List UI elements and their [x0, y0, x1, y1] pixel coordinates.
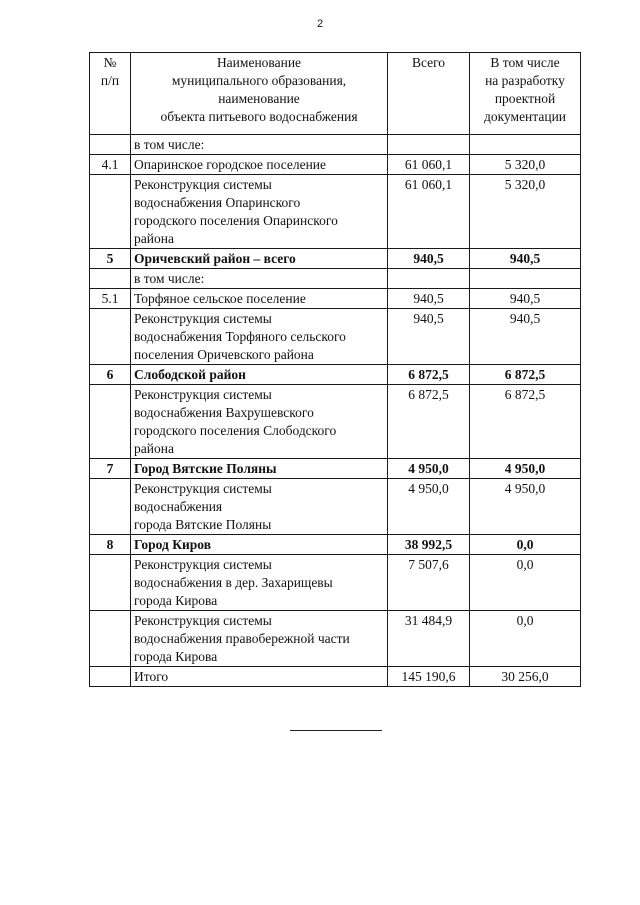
header-total [388, 53, 470, 135]
row-number: 5.1 [90, 289, 131, 309]
row-name-line: Реконструкция системы [134, 557, 272, 572]
row-number: 8 [90, 535, 131, 555]
row-name-line: Итого [134, 669, 169, 684]
row-name-line: в том числе: [134, 137, 205, 152]
table-row [90, 365, 581, 385]
row-number: 4.1 [90, 155, 131, 175]
header-number-line: п/п [100, 73, 120, 88]
row-total: 6 872,5 [388, 365, 470, 385]
row-name [131, 309, 388, 365]
table-row [90, 309, 581, 365]
header-project-line: В том числе [490, 55, 560, 70]
row-project-docs: 6 872,5 [470, 385, 581, 459]
row-number [90, 555, 131, 611]
row-project-docs: 4 950,0 [470, 459, 581, 479]
row-project-docs: 0,0 [470, 535, 581, 555]
row-number [90, 175, 131, 249]
row-project-docs: 4 950,0 [470, 479, 581, 535]
row-number [90, 309, 131, 365]
row-name [131, 611, 388, 667]
row-name [131, 289, 388, 309]
row-name-line: Город Киров [134, 537, 212, 552]
row-name-line: района [134, 441, 174, 456]
row-name [131, 365, 388, 385]
row-number: 7 [90, 459, 131, 479]
row-project-docs: 940,5 [470, 289, 581, 309]
table-row [90, 135, 581, 155]
row-total: 940,5 [388, 249, 470, 269]
row-project-docs: 940,5 [470, 309, 581, 365]
row-name-line: водоснабжения в дер. Захарищевы [134, 575, 333, 590]
row-project-docs [470, 269, 581, 289]
row-name-line: Реконструкция системы [134, 311, 272, 326]
row-project-docs [470, 135, 581, 155]
row-name-line: города Вятские Поляны [134, 517, 272, 532]
row-project-docs: 30 256,0 [470, 667, 581, 687]
row-name-line: водоснабжения Вахрушевского [134, 405, 314, 420]
row-number [90, 479, 131, 535]
row-total: 4 950,0 [388, 479, 470, 535]
header-name-line: муниципального образования, [171, 73, 347, 88]
row-project-docs: 6 872,5 [470, 365, 581, 385]
row-name [131, 535, 388, 555]
row-name [131, 479, 388, 535]
row-project-docs: 5 320,0 [470, 155, 581, 175]
header-name-line: Наименование [216, 55, 302, 70]
row-name-line: Торфяное сельское поселение [134, 291, 306, 306]
row-number [90, 611, 131, 667]
row-project-docs: 5 320,0 [470, 175, 581, 249]
row-name-line: в том числе: [134, 271, 205, 286]
row-name-line: водоснабжения Опаринского [134, 195, 301, 210]
table-row [90, 611, 581, 667]
table-row [90, 459, 581, 479]
row-name [131, 667, 388, 687]
row-name-line: Слободской район [134, 367, 246, 382]
row-name-line: Реконструкция системы [134, 613, 272, 628]
closing-rule [290, 730, 382, 731]
row-total [388, 269, 470, 289]
table-row [90, 175, 581, 249]
table-row [90, 667, 581, 687]
row-name-line: водоснабжения [134, 499, 223, 514]
table-body [90, 135, 581, 687]
table-row [90, 479, 581, 535]
table-header-row [90, 53, 581, 135]
row-project-docs: 0,0 [470, 555, 581, 611]
row-total: 145 190,6 [388, 667, 470, 687]
row-name [131, 135, 388, 155]
table-row [90, 155, 581, 175]
page-number: 2 [316, 18, 324, 30]
row-number: 5 [90, 249, 131, 269]
header-name-line: объекта питьевого водоснабжения [160, 109, 358, 124]
row-total: 61 060,1 [388, 155, 470, 175]
table-row [90, 555, 581, 611]
row-name [131, 175, 388, 249]
row-number [90, 269, 131, 289]
row-total: 7 507,6 [388, 555, 470, 611]
header-total-line: Всего [411, 55, 446, 70]
row-total: 940,5 [388, 289, 470, 309]
row-name [131, 249, 388, 269]
header-project-line: на разработку [485, 73, 565, 88]
row-name-line: поселения Оричевского района [134, 347, 314, 362]
row-name-line: города Кирова [134, 593, 218, 608]
row-total: 38 992,5 [388, 535, 470, 555]
row-name [131, 555, 388, 611]
row-name-line: Реконструкция системы [134, 481, 272, 496]
row-name-line: города Кирова [134, 649, 218, 664]
funding-table [89, 52, 581, 687]
row-number [90, 385, 131, 459]
row-name [131, 269, 388, 289]
row-name [131, 385, 388, 459]
row-name-line: Оричевский район – всего [134, 251, 296, 266]
row-total [388, 135, 470, 155]
header-project-docs [470, 53, 581, 135]
row-name-line: Реконструкция системы [134, 387, 272, 402]
row-name-line: водоснабжения Торфяного сельского [134, 329, 346, 344]
row-total: 940,5 [388, 309, 470, 365]
table-row [90, 289, 581, 309]
row-name-line: водоснабжения правобережной части [134, 631, 350, 646]
table-row [90, 535, 581, 555]
row-project-docs: 940,5 [470, 249, 581, 269]
row-number [90, 135, 131, 155]
header-number [90, 53, 131, 135]
row-total: 6 872,5 [388, 385, 470, 459]
row-name-line: городского поселения Слободского [134, 423, 337, 438]
row-total: 31 484,9 [388, 611, 470, 667]
row-project-docs: 0,0 [470, 611, 581, 667]
row-total: 61 060,1 [388, 175, 470, 249]
row-name [131, 459, 388, 479]
header-project-line: проектной [494, 91, 556, 106]
row-name-line: Опаринское городское поселение [134, 157, 327, 172]
row-name-line: городского поселения Опаринского [134, 213, 338, 228]
row-name-line: Город Вятские Поляны [134, 461, 277, 476]
table-row [90, 249, 581, 269]
table-row [90, 385, 581, 459]
table-row [90, 269, 581, 289]
row-name-line: Реконструкция системы [134, 177, 272, 192]
header-number-line: № [103, 55, 117, 70]
header-project-line: документации [483, 109, 567, 124]
row-number [90, 667, 131, 687]
row-total: 4 950,0 [388, 459, 470, 479]
row-name [131, 155, 388, 175]
header-name [131, 53, 388, 135]
row-number: 6 [90, 365, 131, 385]
header-name-line: наименование [218, 91, 300, 106]
row-name-line: района [134, 231, 174, 246]
